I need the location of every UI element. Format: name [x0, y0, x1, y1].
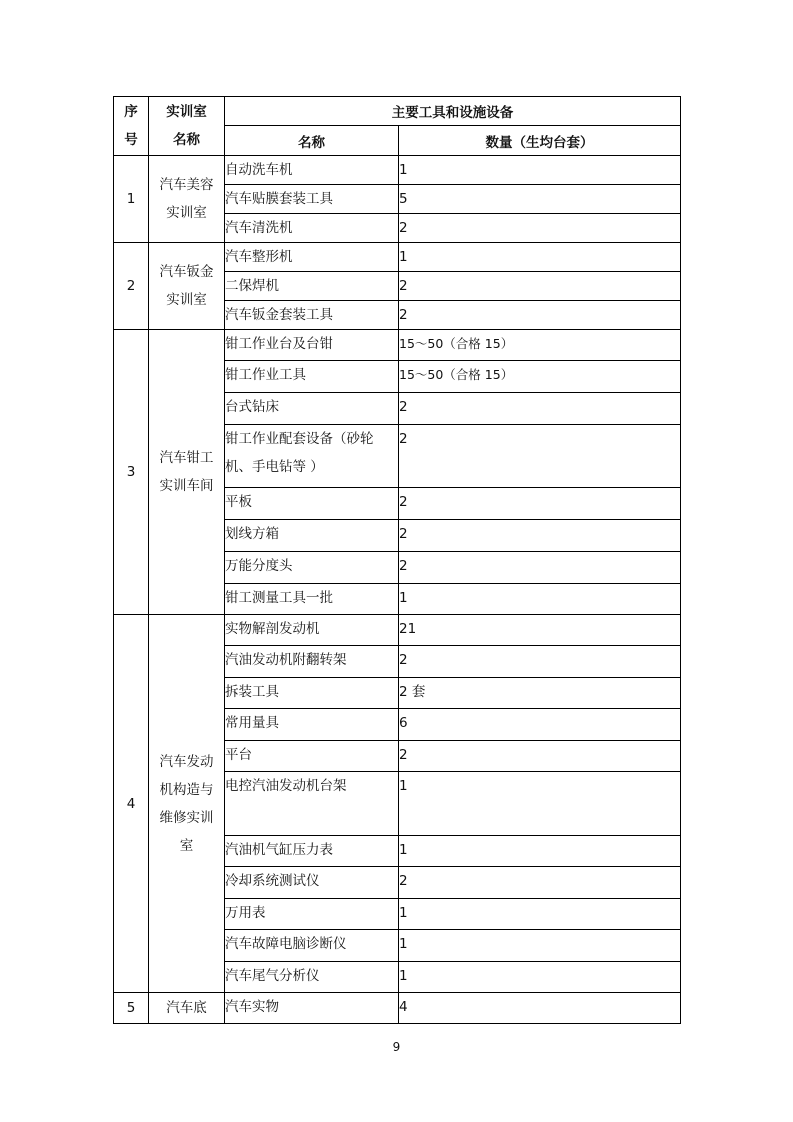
- header-no-line1: 序 号: [124, 104, 138, 148]
- equipment-name: 汽车钣金套装工具: [225, 301, 399, 330]
- equipment-quantity: 15～50（合格 15）: [399, 361, 681, 393]
- equipment-name: 万能分度头: [225, 552, 399, 584]
- equipment-quantity: 2: [399, 425, 681, 488]
- equipment-quantity: 1: [399, 899, 681, 930]
- header-no: [114, 97, 149, 156]
- table-row: [114, 156, 681, 185]
- equipment-quantity: 2: [399, 520, 681, 552]
- equipment-name: 万用表: [225, 899, 399, 930]
- equipment-name: 拆装工具: [225, 678, 399, 709]
- equipment-quantity: 2: [399, 741, 681, 772]
- equipment-quantity: 2: [399, 552, 681, 584]
- equipment-quantity: 1: [399, 772, 681, 836]
- equipment-quantity: 2: [399, 393, 681, 425]
- equipment-quantity: 2: [399, 646, 681, 678]
- room-name: 汽车钣金 实训室: [149, 243, 225, 330]
- equipment-quantity: 1: [399, 962, 681, 993]
- equipment-quantity: 2: [399, 867, 681, 899]
- header-room-text: 实训室 名称: [166, 104, 207, 148]
- table-row: [114, 993, 681, 1024]
- equipment-name: 汽车故障电脑诊断仪: [225, 930, 399, 962]
- table-body: [114, 156, 681, 1024]
- room-number: 5: [114, 993, 149, 1024]
- equipment-name: 平台: [225, 741, 399, 772]
- table-row: [114, 243, 681, 272]
- equipment-name: 汽油发动机附翻转架: [225, 646, 399, 678]
- equipment-name: 汽油机气缸压力表: [225, 836, 399, 867]
- room-name: 汽车底: [149, 993, 225, 1024]
- equipment-table: [113, 96, 681, 1024]
- equipment-name: 汽车贴膜套装工具: [225, 185, 399, 214]
- header-name: 名称: [225, 126, 399, 156]
- equipment-name: 汽车实物: [225, 993, 399, 1024]
- equipment-quantity: 2: [399, 488, 681, 520]
- page-number: 9: [392, 1040, 401, 1054]
- table-row: [114, 330, 681, 361]
- header-qty: 数量（生均台套）: [399, 126, 681, 156]
- equipment-name: 自动洗车机: [225, 156, 399, 185]
- equipment-quantity: 1: [399, 836, 681, 867]
- equipment-quantity: 2 套: [399, 678, 681, 709]
- equipment-name: 钳工作业台及台钳: [225, 330, 399, 361]
- equipment-quantity: 2: [399, 214, 681, 243]
- equipment-quantity: 4: [399, 993, 681, 1024]
- room-name: 汽车美容 实训室: [149, 156, 225, 243]
- equipment-name: 常用量具: [225, 709, 399, 741]
- room-name: 汽车钳工 实训车间: [149, 330, 225, 615]
- equipment-quantity: 5: [399, 185, 681, 214]
- equipment-quantity: 21: [399, 615, 681, 646]
- room-number: 1: [114, 156, 149, 243]
- equipment-name: 钳工测量工具一批: [225, 584, 399, 615]
- equipment-quantity: 1: [399, 584, 681, 615]
- equipment-quantity: 1: [399, 156, 681, 185]
- equipment-quantity: 2: [399, 272, 681, 301]
- room-number: 3: [114, 330, 149, 615]
- equipment-name: 冷却系统测试仪: [225, 867, 399, 899]
- equipment-name: 汽车清洗机: [225, 214, 399, 243]
- equipment-name: 电控汽油发动机台架: [225, 772, 399, 836]
- equipment-name: 汽车整形机: [225, 243, 399, 272]
- equipment-name: 平板: [225, 488, 399, 520]
- room-name: 汽车发动 机构造与 维修实训 室: [149, 615, 225, 993]
- equipment-quantity: 6: [399, 709, 681, 741]
- equipment-name: 二保焊机: [225, 272, 399, 301]
- equipment-name: 汽车尾气分析仪: [225, 962, 399, 993]
- equipment-quantity: 1: [399, 930, 681, 962]
- room-number: 4: [114, 615, 149, 993]
- equipment-name: 钳工作业工具: [225, 361, 399, 393]
- header-main: 主要工具和设施设备: [225, 97, 681, 126]
- equipment-name: 台式钻床: [225, 393, 399, 425]
- header-room: [149, 97, 225, 156]
- room-number: 2: [114, 243, 149, 330]
- equipment-quantity: 15～50（合格 15）: [399, 330, 681, 361]
- equipment-quantity: 1: [399, 243, 681, 272]
- equipment-name: 划线方箱: [225, 520, 399, 552]
- equipment-name: 实物解剖发动机: [225, 615, 399, 646]
- table-row: [114, 615, 681, 646]
- equipment-name: 钳工作业配套设备（砂轮 机、手电钻等 ）: [225, 425, 399, 488]
- equipment-quantity: 2: [399, 301, 681, 330]
